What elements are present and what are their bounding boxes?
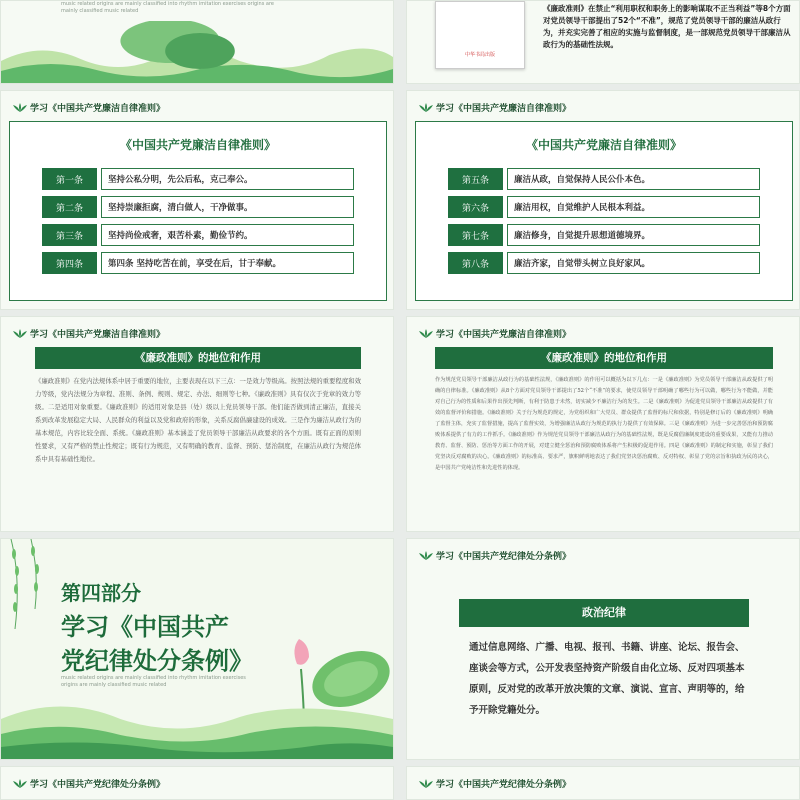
rule-tag: 第五条 (448, 168, 503, 190)
slide-header-text: 学习《中国共产党纪律处分条例》 (436, 552, 572, 562)
slide-header (419, 549, 571, 562)
rule-row (448, 252, 760, 274)
rule-tag: 第七条 (448, 224, 503, 246)
rule-text: 坚持公私分明，先公后私，克己奉公。 (101, 168, 354, 190)
rule-text: 廉洁用权，自觉维护人民根本利益。 (507, 196, 760, 218)
slide-status-right[interactable] (406, 316, 800, 532)
doc-description-lead: 《廉政准则》 (543, 4, 588, 13)
slide-header (13, 101, 165, 114)
slide-status-left[interactable] (0, 316, 394, 532)
rule-row (448, 168, 760, 190)
rule-tag: 第二条 (42, 196, 97, 218)
slide-header-text: 学习《中国共产党廉洁自律准则》 (30, 330, 166, 340)
slide-header-text: 学习《中国共产党廉洁自律准则》 (30, 104, 166, 114)
rule-row (42, 196, 354, 218)
rules-panel (415, 121, 793, 301)
slide-bottom-left[interactable] (0, 766, 394, 800)
slide-header (419, 327, 571, 340)
section-title-bar: 《廉政准则》的地位和作用 (35, 347, 361, 369)
rules-panel (9, 121, 387, 301)
part-title-line1: 学习《中国共产 (61, 613, 229, 641)
section-title-bar: 政治纪律 (459, 599, 749, 627)
part-title-line2: 党纪律处分条例》 (61, 647, 253, 675)
slide-header-text: 学习《中国共产党廉洁自律准则》 (436, 330, 572, 340)
caption-text: music related origins are mainly classified into rhythm imitation exercises origins are mainly classified music related (61, 675, 246, 688)
body-paragraph: 通过信息网络、广播、电视、报刊、书籍、讲座、论坛、报告会、座谈会等方式，公开发表坚持资产阶级自由化立场、反对四项基本原则，反对党的改革开放决策的文章、演说、宣言、声明等的，给予开除党籍处分。 (469, 642, 745, 716)
slide-doc-top[interactable] (406, 0, 800, 84)
panel-title: 《中国共产党廉洁自律准则》 (119, 138, 276, 152)
rule-tag: 第八条 (448, 252, 503, 274)
rule-text: 第四条 坚持吃苦在前，享受在后，甘于奉献。 (101, 252, 354, 274)
document-caption: 中华书局出版 (464, 52, 495, 58)
rule-text: 坚持崇廉拒腐，清白做人，干净做事。 (101, 196, 354, 218)
slide-header (419, 101, 571, 114)
slide-header-text: 学习《中国共产党廉洁自律准则》 (436, 104, 572, 114)
slide-header (13, 777, 165, 790)
body-paragraph: 作为规范党员领导干部廉洁从政行为的基础性法规，《廉政准则》的作用可以概括为以下几点：一是《廉政准则》为党员领导干部廉洁从政提供了明确的自律标准。《廉政准则》从8个方面对党员领导干部提出了52个“不准”的要求，使党员领导干部明确了哪些行为可以做，哪些行为不能做，并能对自己行为的性质和后果作出预先判断，有利于防患于未然，切实减少不廉洁行为的发生。二是《廉政准则》为促进党员领导干部廉洁从政提供了有效的监督评价和措施。《廉政准则》关于行为规范的规定，为党组织和广大党员、群众提供了监督的标尺和依据，特别是修订后的《廉政准则》明确了监督主体，充实了监督措施，提高了监督实效，为增强廉洁从政行为规范的执行力提供了有效保障。三是《廉政准则》为进一步完善惩治和预防腐败体系提供了有力的工作抓手。《廉政准则》作为规范党员领导干部廉洁从政行为的基础性法规，既是反腐倡廉制度建设的重要成果，又能有力推动教育、监督、预防、惩治等方面工作的开展，对建立健全惩治和预防腐败体系将产生积极的促进作用。四是《廉政准则》的制定和实施，彰显了我们党坚决反对腐败的决心。《廉政准则》的标准高、要求严，旗帜鲜明地表达了我们党坚决惩治腐败、反对特权、彰显了党的宗旨和执政为民的决心，是中国共产党纯洁性和先进性的体现。 (435, 377, 773, 471)
slide-bottom-right[interactable] (406, 766, 800, 800)
slide-header (13, 327, 165, 340)
doc-description (543, 3, 791, 51)
part-label: 第四部分 (61, 581, 141, 605)
doc-description-main: 在禁止“利用职权和职务上的影响谋取不正当利益”等8个方面对党员领导干部提出了52个“不准”，规范了党员领导干部的廉洁从政行为，并充实完善了相应的实施与监督制度，是一部规范党员领导干部廉洁从政行为的基础性法规。 (543, 4, 791, 49)
slide-rules-1-4[interactable] (0, 90, 394, 310)
rule-row (42, 168, 354, 190)
section-title-bar: 《廉政准则》的地位和作用 (435, 347, 773, 369)
lotus-icon (13, 779, 27, 788)
lotus-icon (419, 329, 433, 338)
rule-row (42, 252, 354, 274)
lotus-icon (419, 103, 433, 112)
lotus-icon (419, 779, 433, 788)
rule-text: 廉洁修身，自觉提升思想道德境界。 (507, 224, 760, 246)
rule-row (448, 224, 760, 246)
hills-decoration (1, 689, 393, 760)
rule-tag: 第三条 (42, 224, 97, 246)
slide-header (419, 777, 571, 790)
slide-part-four-cover[interactable] (0, 538, 394, 760)
slide-political-discipline[interactable] (406, 538, 800, 760)
hills-decoration (1, 21, 393, 84)
slide-header-text: 学习《中国共产党纪律处分条例》 (436, 780, 572, 790)
rule-tag: 第六条 (448, 196, 503, 218)
panel-title: 《中国共产党廉洁自律准则》 (525, 138, 682, 152)
rule-row (448, 196, 760, 218)
slide-header-text: 学习《中国共产党纪律处分条例》 (30, 780, 166, 790)
caption-text: music related origins are mainly classified into rhythm imitation exercises origins are mainly classified music related (61, 1, 275, 14)
rule-text: 廉洁齐家，自觉带头树立良好家风。 (507, 252, 760, 274)
lotus-icon (13, 103, 27, 112)
rule-text: 坚持尚俭戒奢，艰苦朴素，勤俭节约。 (101, 224, 354, 246)
body-paragraph: 《廉政准则》在党内法规体系中居于重要的地位，主要表现在以下三点：一是效力等级高。按照法规的重要程度和效力等级，党内法规分为章程、准则、条例、规则、规定、办法、细则等七种。《廉政准则》具有仅次于党章的效力等级。二是适用对象重要。《廉政准则》的适用对象是县（处）级以上党员领导干部。他们能否做到清正廉洁，直接关系到改革发展稳定大局、人民群众的利益以及党和政府的形象，关系反腐倡廉建设的成效。三是作为廉洁从政行为的基本规范，内容比较全面、系统。《廉政准则》基本涵盖了党员领导干部廉洁从政要求的各个方面。既有正面的原则性要求，又有严格的禁止性规定；既有行为规范，又有明确的教育、监督、预防、惩治制度，在廉洁从政行为规范体系中具有基础性地位。 (35, 377, 361, 463)
rule-tag: 第四条 (42, 252, 97, 274)
rule-row (42, 224, 354, 246)
lotus-icon (13, 329, 27, 338)
lotus-icon (419, 551, 433, 560)
rule-tag: 第一条 (42, 168, 97, 190)
document-image (435, 1, 525, 69)
rule-text: 廉洁从政，自觉保持人民公仆本色。 (507, 168, 760, 190)
slide-cover-top[interactable] (0, 0, 394, 84)
slide-rules-5-8[interactable] (406, 90, 800, 310)
